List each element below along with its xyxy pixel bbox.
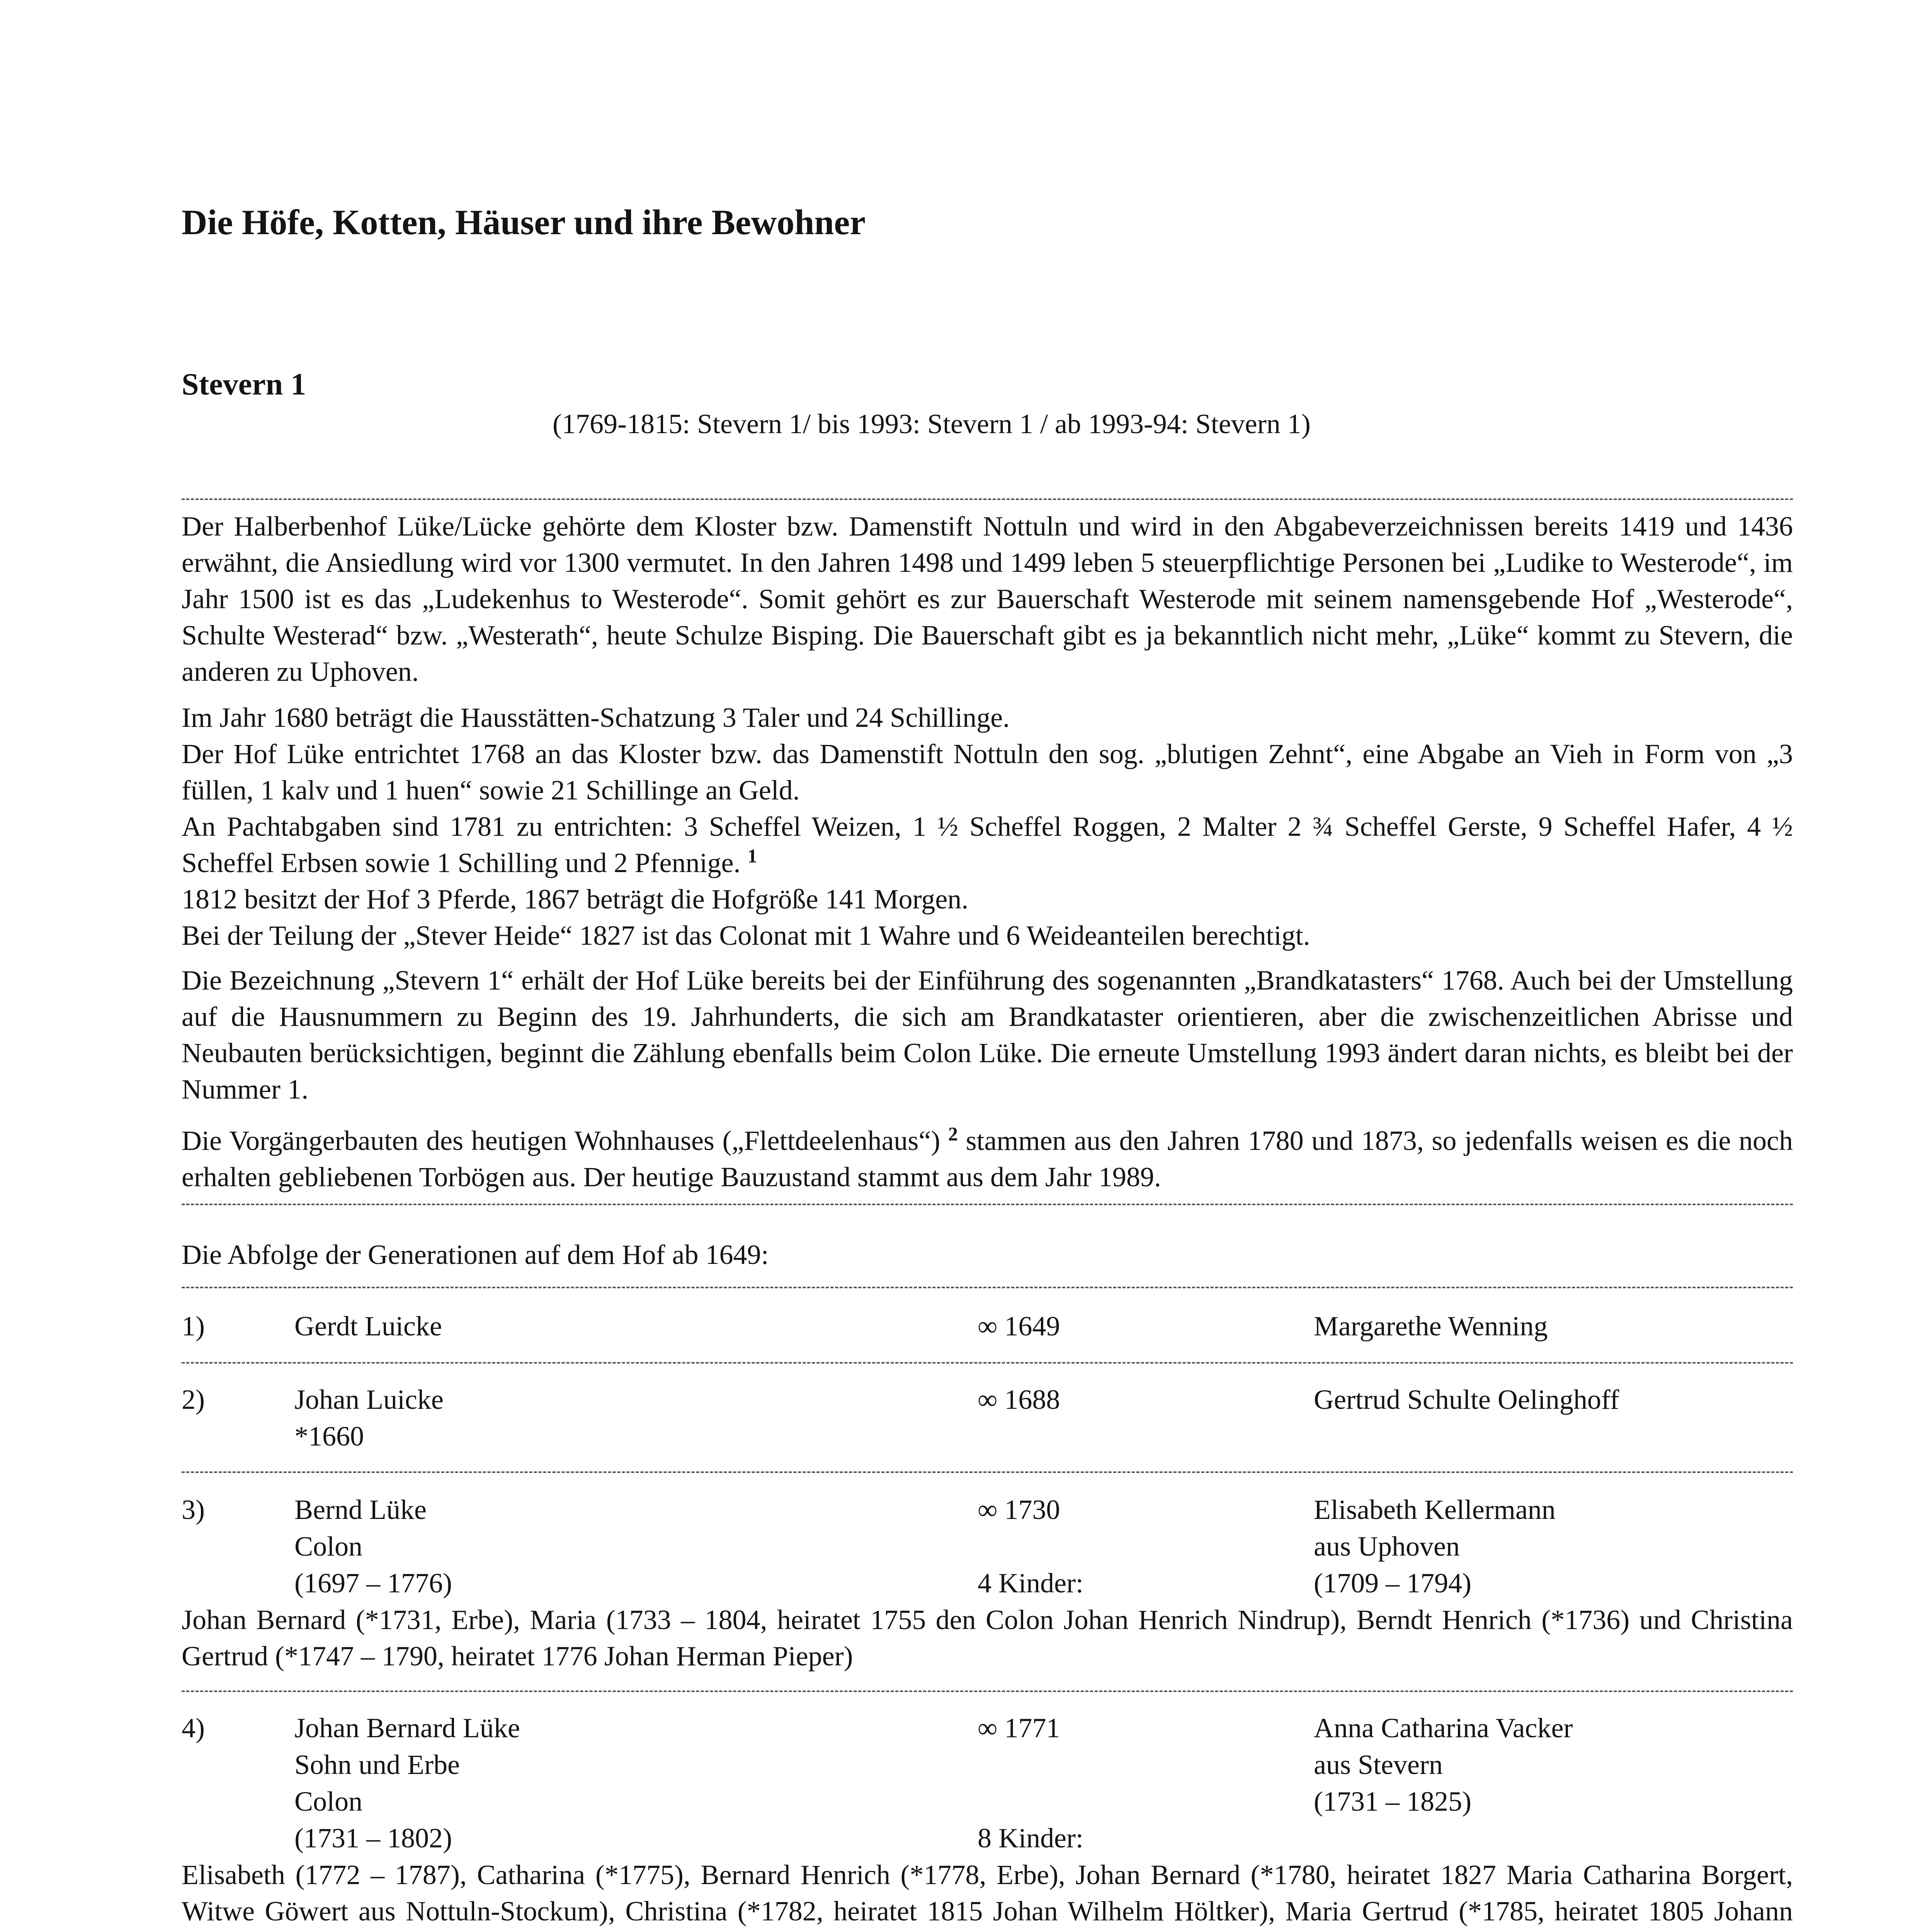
paragraph-buildings xyxy=(182,1122,1793,1195)
text-span: An Pachtabgaben sind 1781 zu entrichten: 3 Scheffel Weizen, 1 ½ Scheffel Roggen, 2 Malter 2 ¾ Scheffel Gerste, 9 Scheffel Hafer, 4 ½ Scheffel Erbsen sowie 1 Schilling und 2 Pfennige. xyxy=(182,811,1793,878)
children-list: Elisabeth (1772 – 1787), Catharina (*1775), Bernard Henrich (*1778, Erbe), Johan Bernard (*1780, heiratet 1827 Maria Catharina Borgert, Witwe Göwert aus Nottuln-Stockum), Christina (*1782, heiratet 1815 Johan Wilhelm Höltker), Maria Gertrud (*1785, heiratet 1805 Johann xyxy=(182,1859,1793,1927)
spouse-name: Margarethe Wenning xyxy=(1314,1311,1548,1342)
separator-line xyxy=(182,1204,1793,1205)
generation-role: Sohn und Erbe xyxy=(294,1749,460,1780)
spouse-name: Gertrud Schulte Oelinghoff xyxy=(1314,1384,1619,1415)
generation-number: 1) xyxy=(182,1311,205,1342)
text-line xyxy=(182,808,1793,881)
spouse-name: Elisabeth Kellermann xyxy=(1314,1494,1556,1525)
text-span: stammen aus den Jahren 1780 und 1873, so jedenfalls weisen es die noch erhalten gebliebenen Torbögen aus. Der heutige Bauzustand stammt aus dem Jahr 1989. xyxy=(182,1125,1793,1192)
marriage-year: ∞ 1771 xyxy=(978,1713,1060,1743)
footnote-ref: 2 xyxy=(948,1123,958,1145)
text-span: Die Vorgängerbauten des heutigen Wohnhauses („Flettdeelenhaus“) xyxy=(182,1125,940,1156)
marriage-year: ∞ 1649 xyxy=(978,1311,1060,1342)
paragraph-numbering: Die Bezeichnung „Stevern 1“ erhält der Hof Lüke bereits bei der Einführung des sogenannten „Brandkatasters“ 1768. Auch bei der Umstellung auf die Hausnummern zu Beginn des 19. Jahrhunderts, die sich am Brandkataster orientieren, aber die zwischenzeitlichen Abrisse und Neubauten berücksichtigen, beginnt die Zählung ebenfalls beim Colon Lüke. Die erneute Umstellung 1993 ändert daran nichts, es bleibt bei der Nummer 1. xyxy=(182,965,1793,1105)
text-line: 1812 besitzt der Hof 3 Pferde, 1867 beträgt die Hofgröße 141 Morgen. xyxy=(182,884,969,915)
generation-number: 2) xyxy=(182,1384,205,1415)
page-title: Die Höfe, Kotten, Häuser und ihre Bewohner xyxy=(182,202,866,242)
generation-role: Colon xyxy=(294,1531,363,1562)
generation-name: Johan Luicke xyxy=(294,1384,444,1415)
generation-number: 3) xyxy=(182,1494,205,1525)
birth-year: *1660 xyxy=(294,1421,364,1452)
children-list: Johan Bernard (*1731, Erbe), Maria (1733 – 1804, heiratet 1755 den Colon Johan Henrich Nindrup), Berndt Henrich (*1736) und Christina Gertrud (*1747 – 1790, heiratet 1776 Johan Herman Pieper) xyxy=(182,1604,1793,1672)
spouse-origin: aus Uphoven xyxy=(1314,1531,1460,1562)
separator-line xyxy=(182,1471,1793,1473)
paragraph-history: Der Halberbenhof Lüke/Lücke gehörte dem Kloster bzw. Damenstift Nottuln und wird in den Abgabeverzeichnissen bereits 1419 und 1436 erwähnt, die Ansiedlung wird vor 1300 vermutet. In den Jahren 1498 und 1499 leben 5 steuerpflichtige Personen bei „Ludike to Westerode“, im Jahr 1500 ist es das „Ludekenhus to Westerode“. Somit gehört es zur Bauerschaft Westerode mit seinem namensgebende Hof „Westerode“, Schulte Westerad“ bzw. „Westerath“, heute Schulze Bisping. Die Bauerschaft gibt es ja bekanntlich nicht mehr, „Lüke“ kommt zu Stevern, die anderen zu Uphoven. xyxy=(182,511,1793,687)
children-count: 4 Kinder: xyxy=(978,1568,1083,1599)
generations-intro: Die Abfolge der Generationen auf dem Hof ab 1649: xyxy=(182,1239,769,1270)
section-heading: Stevern 1 xyxy=(182,367,306,401)
generation-role: Colon xyxy=(294,1786,363,1817)
separator-line xyxy=(182,1362,1793,1364)
marriage-year: ∞ 1688 xyxy=(978,1384,1060,1415)
separator-line xyxy=(182,1287,1793,1288)
generation-lifespan: (1697 – 1776) xyxy=(294,1568,452,1599)
generation-name: Johan Bernard Lüke xyxy=(294,1713,520,1743)
generation-name: Bernd Lüke xyxy=(294,1494,427,1525)
spouse-origin: aus Stevern xyxy=(1314,1749,1443,1780)
marriage-year: ∞ 1730 xyxy=(978,1494,1060,1525)
separator-line xyxy=(182,498,1793,500)
text-line: Bei der Teilung der „Stever Heide“ 1827 ist das Colonat mit 1 Wahre und 6 Weideanteilen berechtigt. xyxy=(182,920,1310,951)
spouse-lifespan: (1731 – 1825) xyxy=(1314,1786,1471,1817)
paragraph-taxes xyxy=(182,699,1793,954)
generation-number: 4) xyxy=(182,1713,205,1743)
spouse-name: Anna Catharina Vacker xyxy=(1314,1713,1573,1743)
separator-line xyxy=(182,1690,1793,1692)
text-line: Im Jahr 1680 beträgt die Hausstätten-Schatzung 3 Taler und 24 Schillinge. xyxy=(182,702,1010,733)
children-count: 8 Kinder: xyxy=(978,1823,1083,1854)
generation-lifespan: (1731 – 1802) xyxy=(294,1823,452,1854)
spouse-lifespan: (1709 – 1794) xyxy=(1314,1568,1471,1599)
text-line: Der Hof Lüke entrichtet 1768 an das Kloster bzw. das Damenstift Nottuln den sog. „blutigen Zehnt“, eine Abgabe an Vieh in Form von „3 füllen, 1 kalv und 1 huen“ sowie 21 Schillinge an Geld. xyxy=(182,738,1793,806)
footnote-ref: 1 xyxy=(747,845,757,867)
section-subheading: (1769-1815: Stevern 1/ bis 1993: Stevern 1 / ab 1993-94: Stevern 1) xyxy=(553,408,1311,439)
generation-name: Gerdt Luicke xyxy=(294,1311,442,1342)
